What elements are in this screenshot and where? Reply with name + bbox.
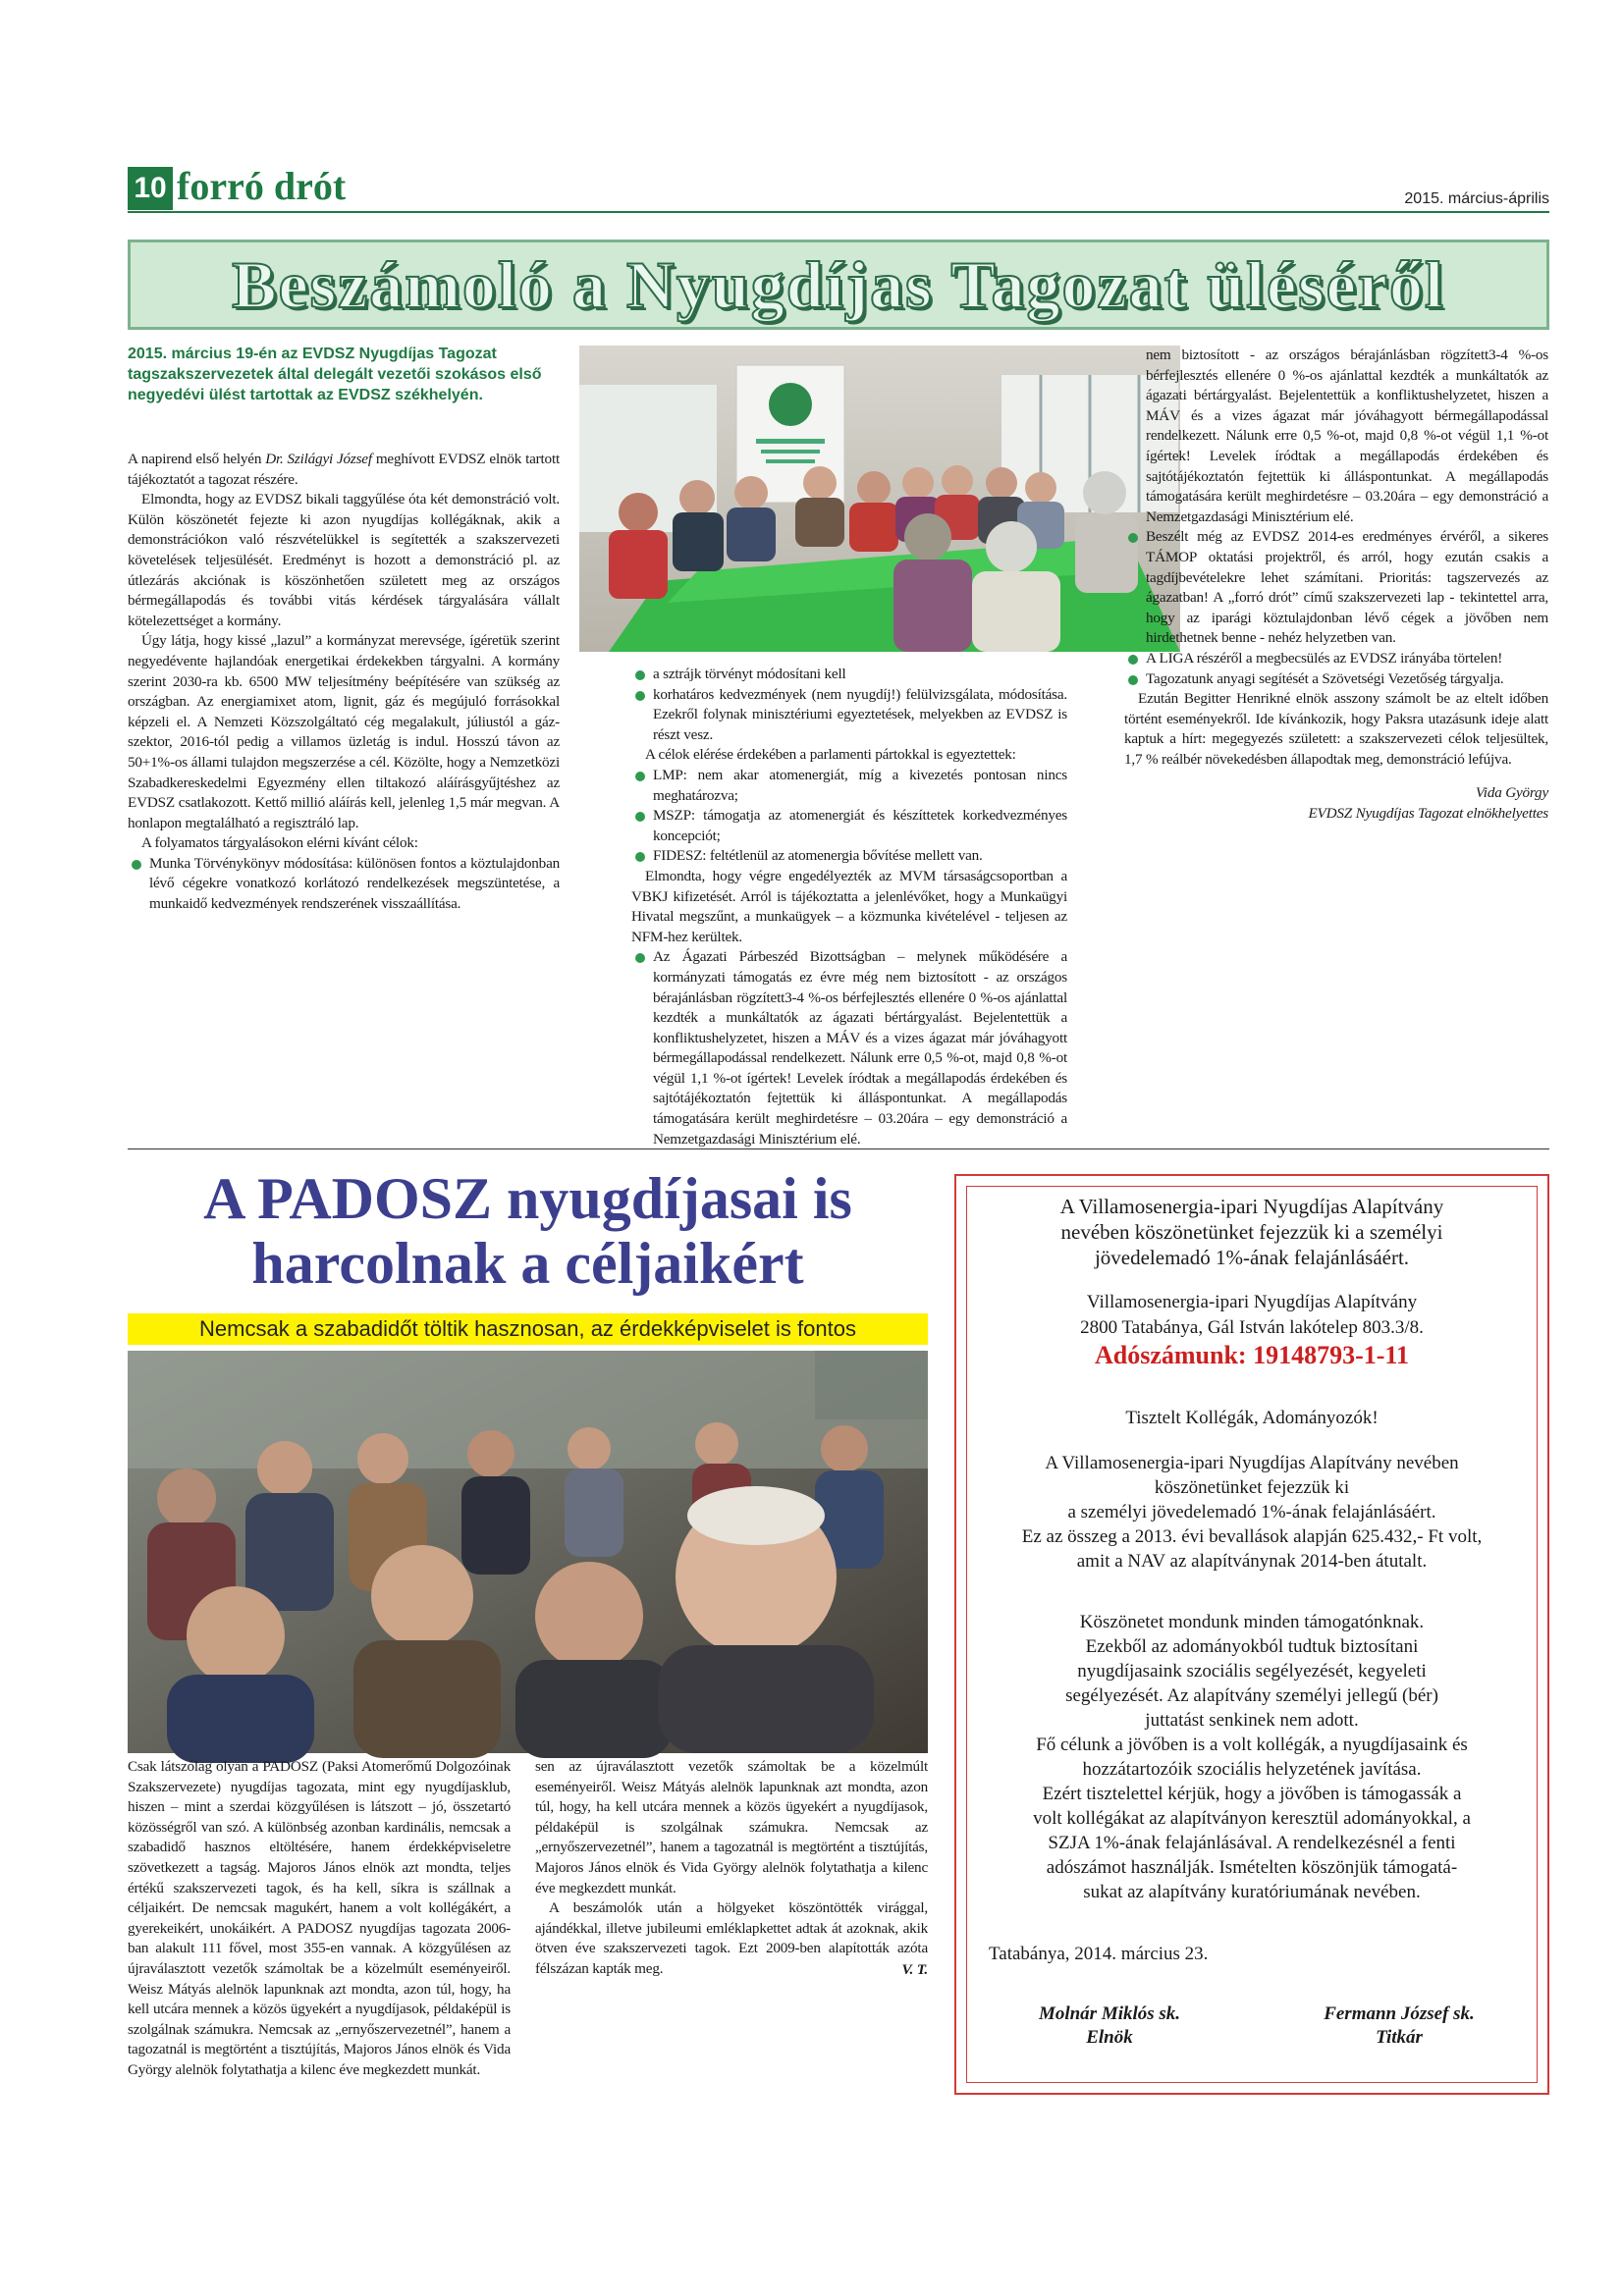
notice-line: Ezekből az adományokból tudtuk biztosítani xyxy=(1085,1636,1419,1657)
foundation-name: Villamosenergia-ipari Nyugdíjas Alapítvány xyxy=(1086,1292,1418,1312)
notice-line: A Villamosenergia-ipari Nyugdíjas Alapítvány nevében xyxy=(1045,1453,1459,1473)
meeting-photo xyxy=(579,346,1180,652)
page-number: 10 xyxy=(128,167,173,210)
continued-text: sen az újraválasztott vezetők számoltak be a közelmúlt eseményeiről. Weisz Mátyás alelnök lapunknak azt mondta, azon túl, hogy, ha kell utcára mennek a közös ügyekért a nyugdíjasok, példaképül is szolgálnak számukra. Nemcsak az „ernyőszervezetnél”, hanem a tagozatnál is megtörtént a tisztújítás, Majoros János elnök és Vida György alelnök folytathatja a kilenc éve megkezdett munkát. xyxy=(535,1758,928,1896)
tax-number: Adószámunk: 19148793-1-11 xyxy=(1095,1341,1409,1369)
foundation-address: 2800 Tatabánya, Gál István lakótelep 803.3/8. xyxy=(1080,1317,1424,1338)
list-item: A LIGA részéről a megbecsülés az EVDSZ irányába törtelen! xyxy=(1124,649,1548,669)
header-rule xyxy=(128,211,1549,213)
list-item: Munka Törvénykönyv módosítása: különösen fontos a köztulajdonban lévő cégekre vonatkozó korlátozó rendelkezések megszüntetése, a munkaidő kedvezmények rendszerének visszaállítása. xyxy=(128,854,560,915)
signer-title: Elnök xyxy=(1086,2027,1133,2048)
issue-date: 2015. március-április xyxy=(1404,190,1549,207)
section-name-part1: forró xyxy=(177,164,264,208)
article1-column-3 xyxy=(1124,346,1548,825)
notice-line: sukat az alapítvány kuratóriumának nevében. xyxy=(1083,1882,1421,1902)
notice-line: köszönetünket fejezzük ki xyxy=(1154,1477,1350,1498)
list-item: Az Ágazati Párbeszéd Bizottságban – melynek működésére a kormányzati támogatás ez évre még nem biztosított - az országos bérajánlásban rögzített3-4 %-os bérfejlesztés ellenére 0 %-os ajánlattal kezdték a munkáltatók az ágazati bértárgyalást. Bejelentettük a konfliktushelyzetet, hiszen a MÁV és a vizes ágazat már jóváhagyott bérmegállapodással rendelkezett. Nálunk erre 0,5 %-ot, majd 0,8 %-ot végül 1,1 %-ot ígértek! Levelek íródtak a megállapodás érdekében és sajtótájékoztatón fejtettük ki álláspontunkat. A megállapodás támogatására került meghirdetésre – 03.20ára – egy demonstráció a Nemzetgazdasági Minisztérium elé. xyxy=(631,947,1067,1008)
place-date: Tatabánya, 2014. március 23. xyxy=(989,1944,1209,1964)
foundation-heading: jövedelemadó 1%-ának felajánlásáért. xyxy=(1094,1246,1410,1269)
notice-line: a személyi jövedelemadó 1%-ának felajánlásáért. xyxy=(1067,1502,1436,1522)
salutation: Tisztelt Kollégák, Adományozók! xyxy=(1125,1408,1379,1428)
signer-title: Titkár xyxy=(1376,2027,1423,2048)
notice-line: SZJA 1%-ának felajánlásával. A rendelkezésnél a fenti xyxy=(1048,1833,1456,1853)
goals-list xyxy=(631,665,1067,745)
signer-name: Fermann József sk. xyxy=(1324,2003,1475,2024)
topics-list xyxy=(631,947,1067,1148)
paragraph: A folyamatos tárgyalásokon elérni kívánt célok: xyxy=(141,834,418,852)
paragraph xyxy=(128,450,560,490)
paragraph: Ezután Begitter Henrikné elnök asszony számolt be az eltelt időben történt eseményekről. Ide kívánkozik, hogy Paksra utazásunk ideje alatt kaptuk a hírt: megegyezés született: a szakszervezeti célok teljesültek, 1,7 % reálbér növekedésben állapodtak meg, demonstráció lefújva. xyxy=(1124,690,1548,768)
paragraph: A célok elérése érdekében a parlamenti pártokkal is egyeztettek: xyxy=(645,746,1016,764)
continued-text: nem biztosított - az országos bérajánlásban rögzített3-4 %-os bérfejlesztés ellenére 0 %-os ajánlattal kezdték a munkáltatók az ágazati bértárgyalást. Bejelentettük a konfliktushelyzetet, hiszen a MÁV és a vizes ágazat már jóváhagyott bérmegállapodással rendelkezett. Nálunk erre 0,5 %-ot, majd 0,8 %-ot végül 1,1 %-ot ígértek! Levelek íródtak a megállapodás érdekében és sajtótájékoztatón fejtettük ki álláspontunkat. A megállapodás támogatására került meghirdetésre – 03.20ára – egy demonstráció a Nemzetgazdasági Minisztérium elé. xyxy=(1146,347,1548,525)
padosz-column-2 xyxy=(535,1757,928,1980)
author-title: EVDSZ Nyugdíjas Tagozat elnökhelyettes xyxy=(1308,805,1548,823)
list-item: korhatáros kedvezmények (nem nyugdíj!) felülvizsgálata, módosítása. Ezekről folynak minisztériumi egyeztetések, melyekben az EVDSZ is részt vesz. xyxy=(631,685,1067,746)
section-divider xyxy=(128,1148,1549,1149)
author-initials: V. T. xyxy=(901,1960,928,1978)
goals-list xyxy=(128,854,560,915)
topics-list xyxy=(1124,527,1548,689)
padosz-subtitle: Nemcsak a szabadidőt töltik hasznosan, az érdekképviselet is fontos xyxy=(128,1313,928,1345)
list-item: FIDESZ: feltétlenül az atomenergia bővítése mellett van. xyxy=(631,846,1067,867)
foundation-notice xyxy=(954,1174,1549,2095)
padosz-photo xyxy=(128,1351,928,1753)
notice-line: amit a NAV az alapítványnak 2014-ben átutalt. xyxy=(1076,1551,1428,1572)
section-name-part2: drót xyxy=(273,164,347,208)
notice-line: segélyezését. Az alapítvány személyi jellegű (bér) xyxy=(1065,1685,1438,1706)
text: A napirend első helyén xyxy=(128,451,266,467)
title-line: A PADOSZ nyugdíjasai is xyxy=(203,1166,852,1231)
text: meghívott EVDSZ elnök tartott tájékoztatót a tagozat részére. xyxy=(128,451,560,488)
section-name xyxy=(177,163,346,210)
article-lead: 2015. március 19-én az EVDSZ Nyugdíjas Tagozat tagszakszervezetek által delegált vezetői szokásos első negyedévi ülést tartottak az EVDSZ székhelyén. xyxy=(128,346,542,403)
person-name: Dr. Szilágyi József xyxy=(265,451,372,467)
foundation-heading: A Villamosenergia-ipari Nyugdíjas Alapítvány xyxy=(1059,1195,1444,1218)
list-item: MSZP: támogatja az atomenergiát és készíttetek korkedvezményes koncepciót; xyxy=(631,806,1067,846)
foundation-heading: nevében köszönetünket fejezzük ki a személyi xyxy=(1060,1220,1443,1244)
notice-line: hozzátartozóik szociális helyzetének javítása. xyxy=(1082,1759,1422,1780)
notice-line: Ez az összeg a 2013. évi bevallások alapján 625.432,- Ft volt, xyxy=(1021,1526,1483,1547)
paragraph: Elmondta, hogy végre engedélyezték az MVM társaságcsoportban a VBKJ kifizetését. Arról is tájékoztatta a jelenlévőket, hogy a Munkaügyi Hivatal megszűnt, a munkaügyek – a közmunka kivételével - teljesen az NFM-hez kerültek. xyxy=(631,867,1067,945)
article1-column-1 xyxy=(128,450,560,915)
notice-line: volt kollégákat az alapítványon keresztül adományokkal, a xyxy=(1033,1808,1471,1829)
paragraph: Elmondta, hogy az EVDSZ bikali taggyűlése óta két demonstráció volt. Külön köszönetét fejezte ki azon nyugdíjas kollégáknak, akik a demonstrációkon való részvételükkel is segítették a szakszervezeti követelések teljesülését. Eredményt is hozott a demonstráció pl. az útlezárás akciónak is köszönhetően született meg az országos bérmegállapodás és további vitás kérdések tárgyalására vállalt kötelezettséget a kormány. xyxy=(128,491,560,629)
signer-name: Molnár Miklós sk. xyxy=(1038,2003,1181,2024)
notice-line: Köszönetet mondunk minden támogatónknak. xyxy=(1079,1612,1425,1632)
list-item: LMP: nem akar atomenergiát, míg a kivezetés pontosan nincs meghatározva; xyxy=(631,766,1067,806)
notice-line: adószámot használják. Ismételten köszönjük támogatá- xyxy=(1046,1857,1458,1878)
padosz-column-1 xyxy=(128,1757,511,2091)
list-item: Tagozatunk anyagi segítését a Szövetségi Vezetőség tárgyalja. xyxy=(1124,669,1548,690)
notice-line: Ezért tisztelettel kérjük, hogy a jövőben is támogassák a xyxy=(1042,1784,1462,1804)
list-item: Beszélt még az EVDSZ 2014-es eredményes érvéről, a sikeres TÁMOP oktatási projektről, és arról, hogy ezután csakis a tagdíjbevételekre lehet számítani. Prioritás: tagszervezés az ágazatban! A „forró drót” című szakszervezeti lap - tekintettel arra, hogy az iparági köztulajdonban lévő cégek a jövőben nem hirdethetnek benne - nehéz helyzetben van. xyxy=(1124,527,1548,649)
foundation-inner-border xyxy=(966,1186,1538,2083)
title-line: harcolnak a céljaikért xyxy=(251,1231,804,1296)
article1-column-2 xyxy=(631,665,1067,1148)
article-title: Beszámoló a Nyugdíjas Tagozat üléséről xyxy=(232,247,1445,322)
signature-block-chair xyxy=(992,2002,1227,2050)
paragraph: A beszámolók után a hölgyeket köszöntötték virággal, ajándékkal, illetve jubileumi emléklapkettet adtak át azoknak, akik ötven éve szakszervezeti tagok. Ezt 2009-ben alapították azóta félszázan kapták meg. xyxy=(535,1899,928,1977)
notice-line: juttatást senkinek nem adott. xyxy=(1145,1710,1359,1731)
notice-line: Fő célunk a jövőben is a volt kollégák, a nyugdíjasaink és xyxy=(1036,1735,1468,1755)
parties-list xyxy=(631,766,1067,867)
notice-line: nyugdíjasaink szociális segélyezését, kegyeleti xyxy=(1077,1661,1427,1682)
signature-block-secretary xyxy=(1276,2002,1522,2050)
article-banner xyxy=(128,240,1549,330)
author-name: Vida György xyxy=(1475,784,1548,802)
list-item: a sztrájk törvényt módosítani kell xyxy=(631,665,1067,685)
paragraph: Csak látszólag olyan a PADOSZ (Paksi Atomerőmű Dolgozóinak Szakszervezete) nyugdíjas tagozata, mint egy nyugdíjasklub, hiszen – mint a szerdai közgyűlésen is látszott – jó, összetartó közösségről van szó. A különbség azonban kardinális, nemcsak a szabadidő hasznos eltöltésére, hanem érdekképviseletre szövetkezett a tagság. Majoros János elnök azt mondta, teljes értékű szakszervezeti tagok, és ha kell, síkra is szállnak a céljaikért. De nemcsak magukért, hanem a volt kollégákért, a gyerekeikért, unokáikért. A PADOSZ nyugdíjas tagozata 2006-ban alakult 111 fővel, most 355-en vannak. A közgyűlésen az újraválasztott vezetők számoltak be a közelmúlt eseményeiről. Weisz Mátyás alelnök lapunknak azt mondta, azon túl, hogy, ha kell utcára mennek a közös ügyekért a nyugdíjasok, példaképül is szolgálnak számukra. Nemcsak az „ernyőszervezetnél”, hanem a tagozatnál is megtörtént a tisztújítás, Majoros János elnök és Vida György alelnök folytathatja a kilenc éve megkezdett munkát. xyxy=(128,1758,511,2078)
paragraph: Úgy látja, hogy kissé „lazul” a kormányzat merevsége, ígéretük szerint negyedévente hajlandóak energetikai érdekekben tárgyalni. A kormány szerint 2030-ra kb. 6500 MW teljesítmény beépítésére van szükség az országban. Az energiamixet atom, lignit, gáz és megújuló forrásokkal képzeli el. A Nemzeti Közszolgáltató cég megalakult, júliustól a gáz-szektor, 2016-tól pedig a villamos üzletág is indul. Hosszú távon az 50+1%-os állami tulajdon megszerzése a cél. Közölte, hogy a Nemzetközi Szabadkereskedelmi Egyezmény ellen tiltakozó aláírásgyűjtéshez az EVDSZ csatlakozott. Kettő millió aláírás kell, jelenleg 1,5 már megvan. A honlapon megtalálható a regisztráló lap. xyxy=(128,632,560,831)
padosz-title xyxy=(128,1166,928,1296)
